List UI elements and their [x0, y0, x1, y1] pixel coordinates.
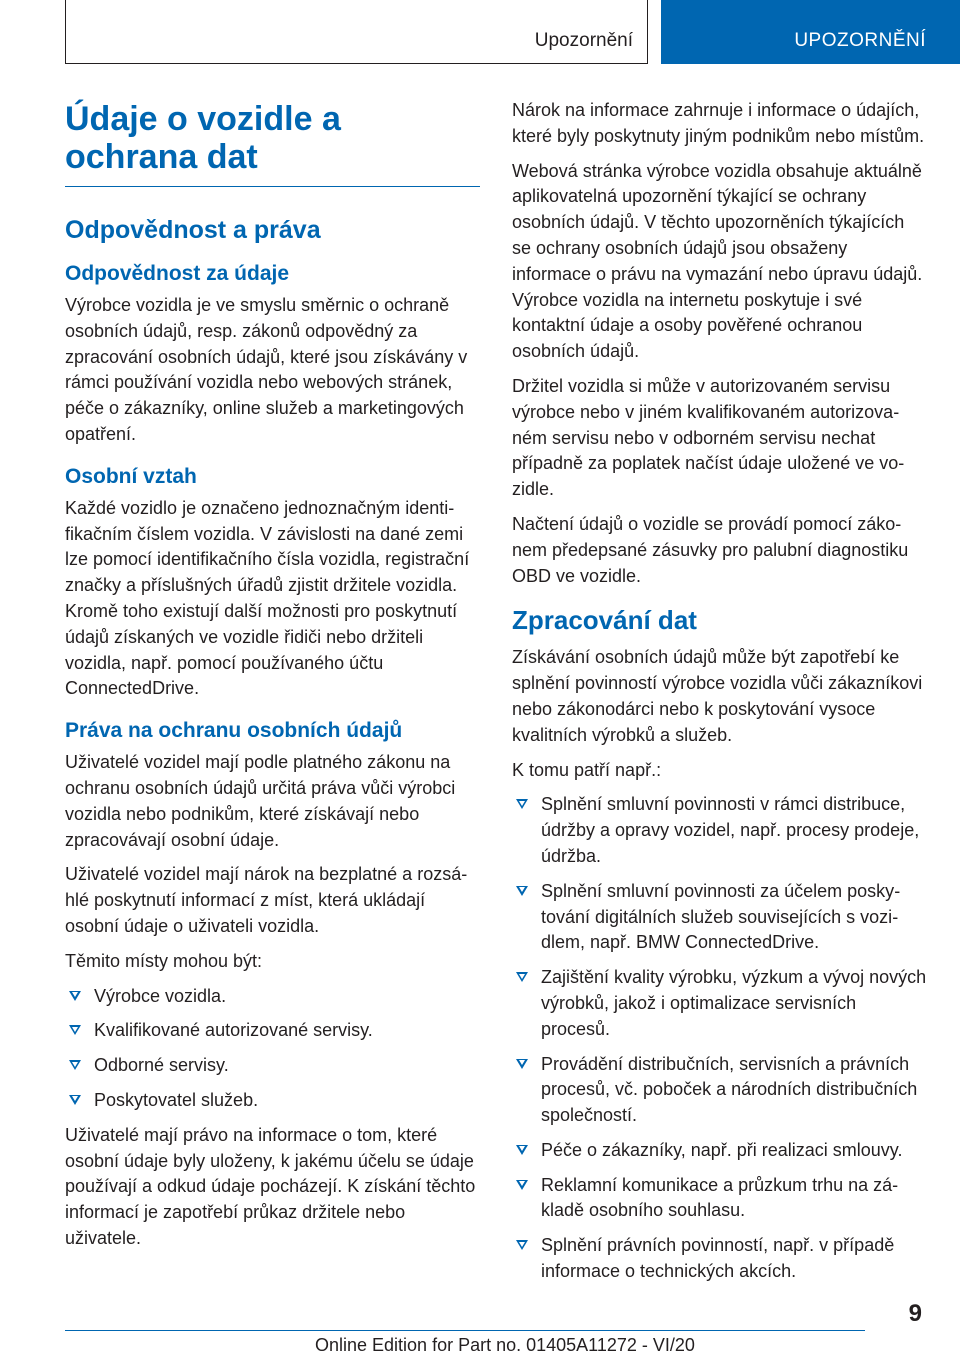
- list-item: Péče o zákazníky, např. při realizaci smlouvy.: [512, 1138, 928, 1164]
- paragraph-rights-2: Uživatelé vozidel mají nárok na bezplatné a rozsáhlé poskytnutí informací z míst, která ukládají osobní údaje o uživateli vozidla.: [65, 864, 468, 936]
- bullet-triangle-icon: [69, 1095, 81, 1105]
- paragraph-data-responsibility: Výrobce vozidla je ve smyslu směrnic o ochraně osobních údajů, resp. zákonů odpovědný za zpracování osobních údajů, které jsou získávány v rámci používání vozidla nebo webových stránek, péče o zákazníky, online služeb a marketingových opatření.: [65, 295, 468, 444]
- places-list: [65, 984, 480, 1114]
- header-section-label: Upozornění: [534, 30, 633, 51]
- list-item: Výrobce vozidla.: [65, 984, 480, 1010]
- list-item: Provádění distribučních, servisních a právních procesů, vč. poboček a národních distribučních společností.: [512, 1052, 928, 1129]
- bullet-triangle-icon: [516, 1145, 528, 1155]
- list-item: Zajištění kvality výrobku, výzkum a vývoj nových výrobků, jakož i optimalizace servisních procesů.: [512, 965, 928, 1042]
- list-item: Kvalifikované autorizované servisy.: [65, 1018, 480, 1044]
- page-number: 9: [908, 1300, 922, 1327]
- heading-data-protection-rights: Práva na ochranu osobních údajů: [65, 719, 403, 743]
- list-item: Splnění smluvní povinnosti v rámci distribuce, údržby a opravy vozidel, např. procesy prodeje, údržba.: [512, 792, 928, 869]
- list-item: Reklamní komunikace a průzkum trhu na základě osobního souhlasu.: [512, 1173, 928, 1225]
- bullet-triangle-icon: [69, 991, 81, 1001]
- page-title: Údaje o vozidle a ochrana dat: [65, 100, 480, 187]
- bullet-triangle-icon: [69, 1025, 81, 1035]
- list-item: Splnění právních povinností, např. v případě informace o technických akcích.: [512, 1233, 928, 1285]
- bullet-triangle-icon: [516, 1180, 528, 1190]
- paragraph-rights-3: Uživatelé mají právo na informace o tom, které osobní údaje byly uloženy, k jakému účelu se údaje používají a odkud údaje pocházejí. K získání těchto informací je zapotřebí průkaz držitele nebo uživatele.: [65, 1124, 476, 1248]
- paragraph-obd: Načtení údajů o vozidle se provádí pomocí zákonem předepsané zásuvky pro palubní diagnostiku OBD ve vozidle.: [512, 513, 909, 586]
- bullet-triangle-icon: [516, 1059, 528, 1069]
- heading-data-responsibility: Odpovědnost za údaje: [65, 262, 290, 285]
- paragraph-places-intro: Těmito místy mohou být:: [65, 950, 263, 971]
- heading-personal-relation: Osobní vztah: [65, 464, 197, 488]
- paragraph-claim: Nárok na informace zahrnuje i informace o údajích, které byly poskytnuty jiným podnikům nebo místům.: [512, 100, 925, 146]
- examples-list: [512, 792, 928, 1285]
- list-item: Poskytovatel služeb.: [65, 1088, 480, 1114]
- heading-data-processing: Zpracování dat: [512, 605, 697, 636]
- heading-responsibility-rights: Odpovědnost a práva: [65, 216, 321, 244]
- bullet-triangle-icon: [69, 1060, 81, 1070]
- list-item: Splnění smluvní povinnosti za účelem poskytování digitálních služeb souvisejících s vozidlem, např. BMW ConnectedDrive.: [512, 879, 928, 956]
- right-column: [512, 98, 928, 1294]
- header-section-tab: [65, 0, 648, 64]
- paragraph-processing: Získávání osobních údajů může být zapotřebí ke splnění povinností výrobce vozidla vůči zákazníkovi nebo zákonodárci nebo k poskytování vysoce kvalitních výrobků a služeb.: [512, 647, 923, 745]
- footer-divider: [65, 1330, 865, 1331]
- bullet-triangle-icon: [516, 972, 528, 982]
- header-active-tab: [661, 0, 960, 64]
- paragraph-website: Webová stránka výrobce vozidla obsahuje aktuálně aplikovatelná upozornění týkající se ochrany osobních údajů. V těchto upozorněních týkajících se ochrany osobních údajů jsou obsaženy informace o právu na vymazání nebo úpravu údajů. Výrobce vozidla na internetu poskytuje i své kontaktní údaje a osoby pověřené ochranou osobních údajů.: [512, 160, 923, 362]
- paragraph-examples-intro: K tomu patří např.:: [512, 759, 662, 780]
- paragraph-personal-relation: Každé vozidlo je označeno jednoznačným identifikačním číslem vozidla. V závislosti na dané zemi lze pomocí identifikačního čísla vozidla, registrační značky a příslušných úřadů zjistit držitele vozidla. Kromě toho existují další možnosti pro poskytnutí údajů získaných ve vozidle řidiči nebo držiteli vozidla, např. pomocí používaného účtu ConnectedDrive.: [65, 497, 470, 699]
- footer-edition: Online Edition for Part no. 01405A11272 - VI/20: [315, 1335, 695, 1355]
- bullet-triangle-icon: [516, 799, 528, 809]
- list-item: Odborné servisy.: [65, 1053, 480, 1079]
- header-active-label: UPOZORNĚNÍ: [794, 30, 926, 51]
- paragraph-rights-1: Uživatelé vozidel mají podle platného zákonu na ochranu osobních údajů určitá práva vůči výrobci vozidla nebo podnikům, které získávají nebo zpracovávají osobní údaje.: [65, 752, 456, 850]
- bullet-triangle-icon: [516, 1240, 528, 1250]
- bullet-triangle-icon: [516, 886, 528, 896]
- left-column: [65, 100, 480, 1261]
- paragraph-holder: Držitel vozidla si může v autorizovaném servisu výrobce nebo v jiném kvalifikovaném autorizovaném servisu nebo v odborném servisu nechat případně za poplatek načíst údaje uložené ve vozidle.: [512, 375, 905, 500]
